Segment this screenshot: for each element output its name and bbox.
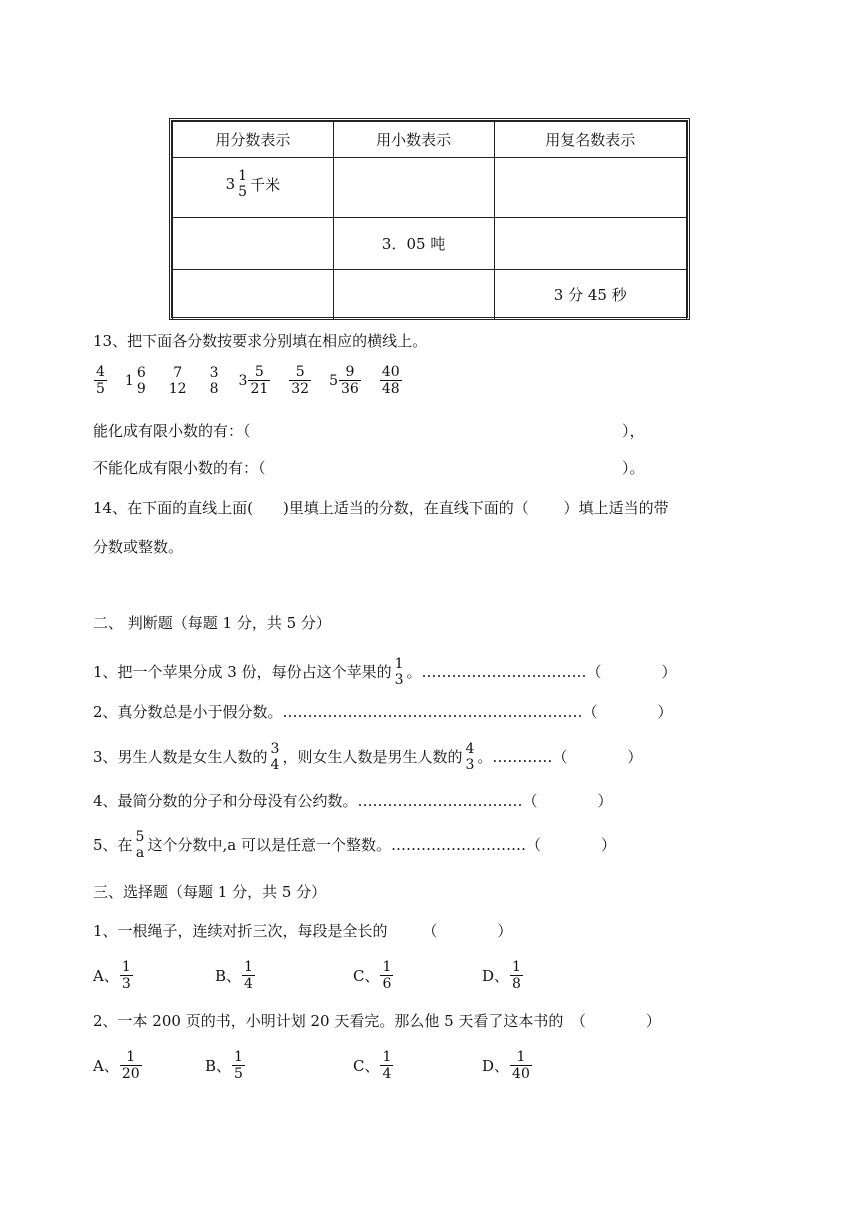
header-compound: 用复名数表示 [494,122,687,158]
fraction-item: $\frac{4}{5}$ [96,364,105,397]
header-fraction: 用分数表示 [173,122,334,158]
cell-compound-time: 3 分 45 秒 [494,270,687,320]
cell-blank[interactable] [333,158,494,218]
fraction-item: 3 8 [209,364,219,397]
cell-blank[interactable] [173,270,334,320]
fraction-item: 7 12 [168,364,187,397]
choice-q2-option-b[interactable]: B、 $\frac{1}{5}$ [205,1048,243,1082]
judge-q2: 2、真分数总是小于假分数。……………………………………………………（ ） [93,703,673,721]
q13-text: 13、把下面各分数按要求分别填在相应的横线上。 [93,332,428,350]
cell-blank[interactable] [333,270,494,320]
cell-blank[interactable] [494,218,687,270]
q14-line1: 14、在下面的直线上面( )里填上适当的分数，在直线下面的（ ）填上适当的带 [93,499,669,517]
section-3-title: 三、选择题（每题 1 分，共 5 分） [93,883,327,901]
header-decimal: 用小数表示 [333,122,494,158]
choice-q2-option-a[interactable]: A、 $\frac{1}{20}$ [93,1048,140,1082]
conversion-table [169,118,690,320]
fraction-item: $\frac{5}{32}$ [291,364,310,397]
fraction-item: 1 6 9 [124,364,146,397]
cell-fraction-km: 3 1 5 千米 [173,158,334,218]
cell-blank[interactable] [494,158,687,218]
choice-q1-option-c[interactable]: C、 $\frac{1}{6}$ [353,958,392,992]
choice-q2: 2、一本 200 页的书，小明计划 20 天看完。那么他 5 天看了这本书的 （ ） [93,1012,661,1030]
finite-answer-blank[interactable] [288,416,668,446]
infinite-close: ）。 [622,459,645,477]
judge-q5: 5、在 5 a 这个分数中,a 可以是任意一个整数。………………………（ ） [93,829,616,861]
q13-fraction-list [93,364,420,397]
judge-q3: 3、男生人数是女生人数的 3 4 ，则女生人数是男生人数的 4 3 。…………（ ） [93,741,643,773]
choice-q1-option-d[interactable]: D、 $\frac{1}{8}$ [482,958,521,992]
finite-close: ）， [622,422,645,440]
q13-infinite-line: 不能化成有限小数的有：（ [93,453,266,483]
choice-q2-option-d[interactable]: D、 $\frac{1}{40}$ [482,1048,530,1082]
judge-q1: 1、把一个苹果分成 3 份，每份占这个苹果的 1 3 。……………………………（ ） [93,656,677,688]
q13-finite-line: 能化成有限小数的有：（ [93,416,251,446]
q14-line2: 分数或整数。 [93,538,184,556]
choice-q2-option-c[interactable]: C、 $\frac{1}{4}$ [353,1048,392,1082]
choice-q1-option-a[interactable]: A、 $\frac{1}{3}$ [93,958,131,992]
fraction-item: 3 $\frac{5}{21}$ [238,364,269,397]
section-2-title: 二、 判断题（每题 1 分，共 5 分） [93,614,331,632]
cell-decimal-ton: 3．05 吨 [333,218,494,270]
fraction-item: $\frac{40}{48}$ [381,364,400,397]
infinite-answer-blank[interactable] [303,453,663,483]
choice-q1: 1、一根绳子，连续对折三次，每段是全长的 （ ） [93,922,513,940]
cell-blank[interactable] [173,218,334,270]
choice-q1-option-b[interactable]: B、 $\frac{1}{4}$ [215,958,253,992]
judge-q4: 4、最简分数的分子和分母没有公约数。……………………………（ ） [93,792,613,810]
fraction-item: 5 $\frac{9}{36}$ [329,364,359,397]
